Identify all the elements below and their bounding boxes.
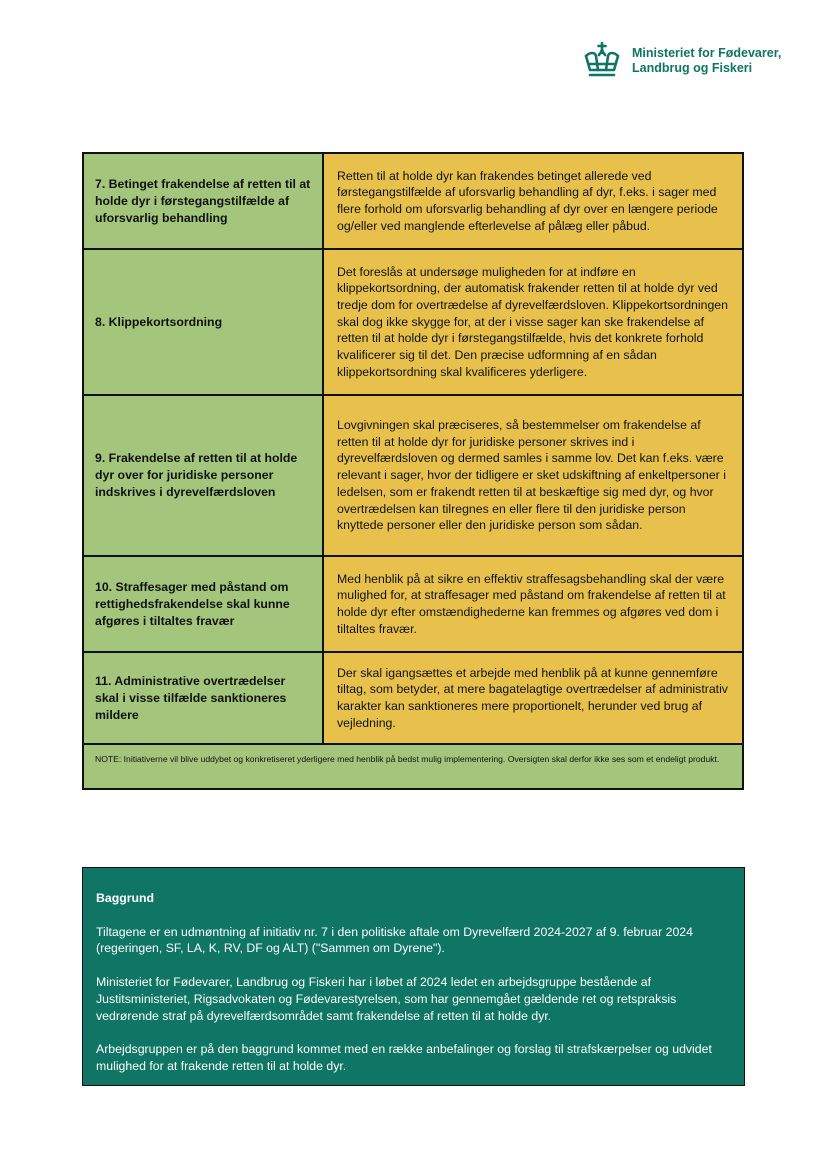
table-note: NOTE: Initiativerne vil blive uddybet og konkretiseret yderligere med henblik på bedst mulig implementering. Oversigten skal derfor ikke ses som et endeligt produkt.: [84, 745, 742, 788]
table-row: [84, 557, 742, 653]
measure-text: Der skal igangsættes et arbejde med henblik på at kunne gennemføre tiltag, som betyder, at mere bagatelagtige overtrædelser af administrativ karakter kan sanktioneres mere proportionelt, herunder ved brug af vejledning.: [324, 653, 742, 743]
measure-title: 7. Betinget frakendelse af retten til at holde dyr i førstegangstilfælde af uforsvarlig behandling: [84, 154, 324, 248]
measure-text: Med henblik på at sikre en effektiv straffesagsbehandling skal der være mulighed for, at straffesager med påstand om frakendelse af retten til at holde dyr efter omstændighederne kan fremmes og afgøres ved dom i tiltaltes fravær.: [324, 557, 742, 651]
measure-text: Det foreslås at undersøge muligheden for at indføre en klippekortsordning, der automatisk frakender retten til at holde dyr ved tredje dom for overtrædelse af dyrevelfærdsloven. Klippekortsordningen skal dog ikke skygge for, at der i visse sager kan ske frakendelse af retten til at holde dyr i førstegangstilfælde, hvis det konkrete forhold kvalificerer sig til det. Den præcise udformning af en sådan klippekortsordning skal kvalificeres yderligere.: [324, 250, 742, 394]
ministry-logo: [582, 42, 781, 80]
measure-title: 10. Straffesager med påstand om rettighedsfrakendelse skal kunne afgøres i tiltaltes fravær: [84, 557, 324, 651]
measure-title: 11. Administrative overtrædelser skal i visse tilfælde sanktioneres mildere: [84, 653, 324, 743]
background-paragraph: Ministeriet for Fødevarer, Landbrug og Fiskeri har i løbet af 2024 ledet en arbejdsgruppe bestående af Justitsministeriet, Rigsadvokaten og Fødevarestyrelsen, som har gennemgået gældende ret og retspraksis vedrørende straf på dyrevelfærdsområdet samt frakendelse af retten til at holde dyr.: [96, 975, 677, 1023]
table-row: [84, 154, 742, 250]
measures-table: [82, 152, 744, 790]
measure-text: Retten til at holde dyr kan frakendes betinget allerede ved førstegangstilfælde af uforsvarlig behandling af dyr, f.eks. i sager med flere forhold om uforsvarlig behandling af dyr over en længere periode og/eller ved manglende efterlevelse af pålæg eller påbud.: [324, 154, 742, 248]
table-row: [84, 653, 742, 745]
crown-icon: [582, 42, 622, 80]
background-paragraph: Arbejdsgruppen er på den baggrund kommet med en række anbefalinger og forslag til strafskærpelser og udvidet mulighed for at frakende retten til at holde dyr.: [96, 1042, 712, 1073]
table-row: [84, 396, 742, 557]
measure-title: 8. Klippekortsordning: [84, 250, 324, 394]
background-box: [82, 867, 745, 1086]
measure-title: 9. Frakendelse af retten til at holde dyr over for juridiske personer indskrives i dyrevelfærdsloven: [84, 396, 324, 555]
ministry-name-line2: Landbrug og Fiskeri: [632, 61, 753, 75]
background-paragraph: Tiltagene er en udmøntning af initiativ nr. 7 i den politiske aftale om Dyrevelfærd 2024-2027 af 9. februar 2024 (regeringen, SF, LA, K, RV, DF og ALT) ("Sammen om Dyrene").: [96, 924, 693, 956]
ministry-name-line1: Ministeriet for Fødevarer,: [632, 45, 782, 60]
background-title: Baggrund: [96, 891, 155, 905]
measure-text: Lovgivningen skal præciseres, så bestemmelser om frakendelse af retten til at holde dyr for juridiske personer skrives ind i dyrevelfærdsloven og dermed samles i samme lov. Det kan f.eks. være relevant i sager, hvor der tidligere er sket udskiftning af enkeltpersoner i ledelsen, som er frakendt retten til at beskæftige sig med dyr, og hvor overtrædelsen kan tilregnes en eller flere til den juridiske person knyttede personer eller den juridiske person som sådan.: [324, 396, 742, 555]
table-row: [84, 250, 742, 396]
ministry-name: [632, 46, 781, 77]
